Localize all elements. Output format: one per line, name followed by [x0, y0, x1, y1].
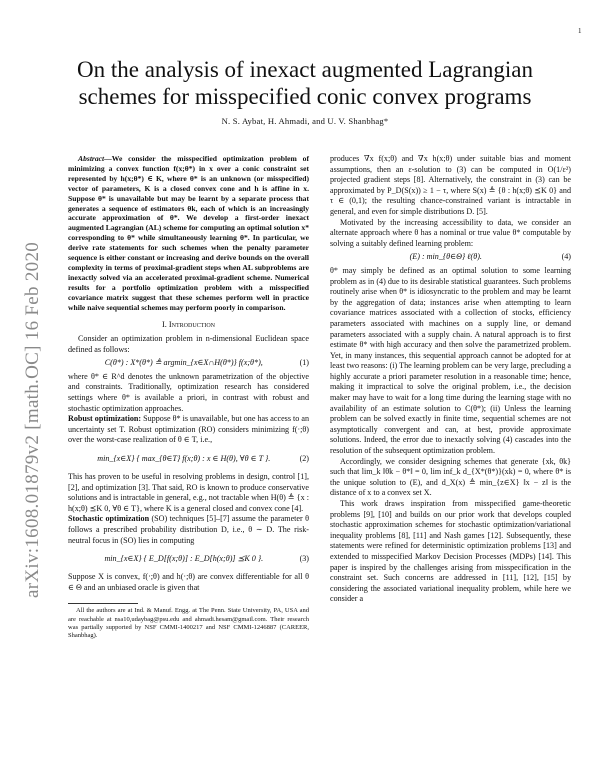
robust-text: Suppose θ* is unavailable, but one has access to an uncertainty set T. Robust optimization (RO) considers minimizing f(·;θ) over the worst-case realization of θ ∈ T, i.e.,	[68, 414, 309, 445]
right-paragraph-4: Accordingly, we consider designing schemes that generate {xk, θk} such that lim_k ‖θk − θ*‖ = 0, lim inf_k d_{X*(θ*)}(xk) = 0, where θ* is the unique solution to (E), and d_X(x) ≜ min_{z∈X} ‖x − z‖ is the distance of x to a convex set X.	[330, 456, 571, 498]
equation-3-number: (3)	[299, 553, 309, 563]
robust-paragraph	[68, 414, 309, 446]
abstract	[68, 154, 309, 313]
right-paragraph-2: Motivated by the increasing accessibility to data, we consider an alternate approach where θ has a nominal or true value θ* computable by solving a suitably defined learning problem:	[330, 217, 571, 248]
paper-title	[40, 56, 570, 110]
abstract-text: —We consider the misspecified optimization problem of minimizing a convex function f(x;θ*) in x over a conic constraint set represented by h(x;θ*) ∈ K, where θ* is an unknown (or misspecified) vector of parameters, K is a closed convex cone and h is affine in x. Suppose θ* is unavailable but may be learnt by a separate process that generates a sequence of estimators θk, each of which is an increasingly accurate approximation of θ*. We develop a first-order inexact augmented Lagrangian (AL) scheme for computing an optimal solution x* corresponding to θ* while simultaneously learning θ*. In particular, we derive rate statements for such schemes when the penalty parameter sequence is either constant or increasing and derive bounds on the overall complexity in terms of proximal-gradient steps when AL subproblems are inexactly solved via an accelerated proximal-gradient scheme. Numerical results for a portfolio optimization problem with a misspecified covariance matrix suggest that these schemes perform well in practice while naive sequential schemes may perform poorly in comparison.	[68, 154, 309, 312]
intro-paragraph-1: Consider an optimization problem in n-dimensional Euclidean space defined as follows:	[68, 334, 309, 354]
title-line-1: On the analysis of inexact augmented Lagrangian	[76, 57, 533, 82]
left-column	[68, 154, 309, 641]
footnote-rule	[68, 603, 138, 604]
page-number: 1	[578, 27, 582, 35]
intro-paragraph-6: Suppose X is convex, f(·;θ) and h(·;θ) are convex differentiable for all θ ∈ Θ and an unbiased oracle is given that	[68, 572, 309, 592]
right-paragraph-5: This work draws inspiration from misspecified game-theoretic problems [9], [10] and builds on our prior work that develops coupled stochastic approximation schemes for stochastic optimization/variational inequality problems [8], [11] and Nash games [12]. Subsequently, these statements were refined for deterministic optimization problems [13] and extended to misspecified Markov Decision Processes (MDPs) [14]. This paper is inspired by the challenges arising from misspecification in the constraint set. Such concerns are addressed in [11], [12], [15] by considering the associated variational inequality problem, while here we consider a	[330, 499, 571, 604]
right-paragraph-1: produces ∇x f(x;θ) and ∇x h(x;θ) under suitable bias and moment assumptions, then an ε-solution to (3) can be computed in O(1/ε²) projected gradient steps [8]. Alternatively, the constraint in (3) can be approximated by P_D(S(x)) ≥ 1 − τ, where S(x) ≜ {θ : h(x;θ) ⪯K 0} and τ ∈ (0,1); the resulting chance-constrained variant is intractable in general, and even for simple distributions D. [5].	[330, 154, 571, 216]
robust-heading: Robust optimization:	[68, 414, 142, 424]
authors: N. S. Aybat, H. Ahmadi, and U. V. Shanbhag*	[221, 116, 389, 126]
equation-4-body: (E) : min_{θ∈Θ} ℓ(θ).	[409, 252, 482, 262]
stochastic-paragraph	[68, 514, 309, 546]
intro-paragraph-4: This has proven to be useful in resolving problems in design, control [1], [2], and optimization [3]. That said, RO is known to produce conservative solutions and is intractable in general, e.g., not tractable when H(θ) ≜ {x : h(x;θ) ⪯K 0, ∀θ ∈ T}, where K is a general closed and convex cone [4].	[68, 472, 309, 513]
right-paragraph-3: θ* may simply be defined as an optimal solution to some learning problem as in (4) due to its desirable statistical guarantees. Such problems routinely arise when θ* is idiosyncratic to the problem and may be learnt by the aggregation of data; instances arise when attempting to learn covariance matrices associated with a collection of stocks, efficiency parameters associated with machines on a supply line, or demand parameters associated with a supply chain. A natural approach is to first estimate θ* with high accuracy and then solve the parametrized problem. Yet, in many instances, this sequential approach cannot be adopted for at least two reasons: (i) The learning problem can be very large, precluding a highly accurate a priori parameter resolution in a reasonable time; hence, making it impractical to solve the original problem, i.e., the decision maker may have to wait for a long time during the learning stage with no availability of an estimate solution to C(θ*); (ii) Unless the learning problem can be solved exactly in finite time, sequential schemes are not asymptotically convergent and can, at best, provide approximate solutions. Indeed, the error due to inexactly solving (4) cascades into the resolution of the subsequent optimization problem.	[330, 265, 571, 456]
stochastic-text: (SO) techniques [5]–[7] assume the parameter θ follows a prescribed probability distribution D, i.e., θ ∼ D. The risk-neutral focus in (SO) lies in computing	[68, 514, 309, 545]
intro-paragraph-2: where θ* ∈ R^d denotes the unknown parametrization of the objective and constraints. Traditionally, optimization research has considered settings where θ* is available a priori, in contrast with robust and stochastic optimization approaches.	[68, 371, 309, 413]
equation-3	[68, 549, 309, 569]
right-column	[330, 154, 571, 605]
equation-2-number: (2)	[299, 453, 309, 463]
equation-1-body: C(θ*) : X*(θ*) ≜ argmin_{x∈X∩H(θ*)} f(x;θ*),	[104, 358, 263, 368]
equation-1	[68, 358, 309, 369]
equation-1-number: (1)	[299, 358, 309, 368]
stochastic-heading: Stochastic optimization	[68, 514, 150, 524]
equation-3-body: min_{x∈X} { E_D[f(x;θ)] : E_D[h(x;θ)] ⪯K 0 }.	[104, 553, 264, 563]
equation-2-body: min_{x∈X} { max_{θ∈T} f(x;θ) : x ∈ H(θ), ∀θ ∈ T }.	[97, 453, 271, 463]
equation-4	[330, 252, 571, 263]
arxiv-stamp: arXiv:1608.01879v2 [math.OC] 16 Feb 2020	[22, 241, 43, 598]
abstract-lead: Abstract	[78, 154, 105, 163]
footnote	[68, 607, 309, 640]
footnote-text: All the authors are at Ind. & Manuf. Engg. at The Penn. State University, PA, USA and are reachable at nsa10,udaybag@psu.edu and ahmadi.hesam@gmail.com. Their research was partially supported by NSF CMMI-1400217 and NSF CMMI-1246887 (CAREER, Shanbhag).	[68, 607, 309, 640]
title-line-2: schemes for misspecified conic convex programs	[78, 84, 532, 109]
equation-2	[68, 449, 309, 469]
equation-4-number: (4)	[561, 252, 571, 262]
section-heading-introduction: I. Introduction	[161, 319, 215, 329]
